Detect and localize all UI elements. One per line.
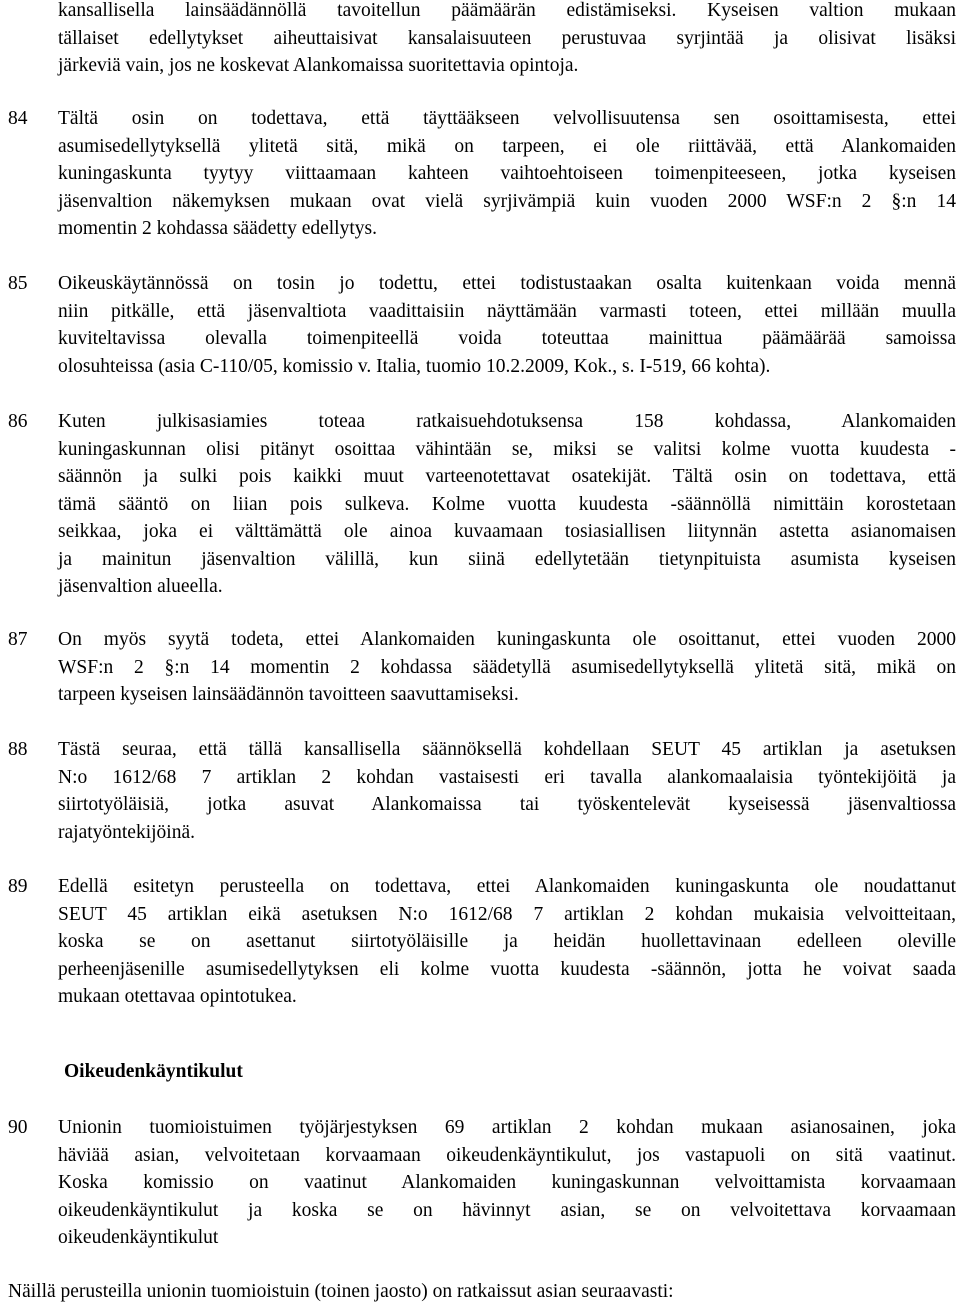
text-line: oikeudenkäyntikulut ja koska se on hävinnyt asian, se on velvoitettava korvaamaan — [58, 1199, 956, 1221]
text-line: WSF:n 2 §:n 14 momentin 2 kohdassa säädetyllä asumisedellytyksellä ylitetä sitä, mikä on — [58, 656, 956, 678]
text-line: asumisedellytyksellä ylitetä sitä, mikä on tarpeen, ei ole riittävää, että Alankomaiden — [58, 135, 956, 157]
text-line: mukaan otettavaa opintotukea. — [58, 986, 297, 1007]
text-line: järkeviä vain, jos ne koskevat Alankomaissa suoritettavia opintoja. — [58, 55, 579, 76]
paragraph-number: 88 — [8, 739, 28, 760]
paragraph-number: 89 — [8, 876, 28, 897]
text-line: seikkaa, joka ei välttämättä ole ainoa kuvaamaan tosiasiallisen liitynnän astetta asianomaisen — [58, 521, 956, 542]
text-line: olosuhteissa (asia C-110/05, komissio v. Italia, tuomio 10.2.2009, Kok., s. I-519, 66 kohta). — [58, 355, 771, 377]
paragraph-88 — [58, 736, 956, 846]
text-line: jäsenvaltion näkemyksen mukaan ovat vielä syrjivämpiä kuin vuoden 2000 WSF:n 2 §:n 14 — [58, 190, 956, 212]
text-line: oikeudenkäyntikulut — [58, 1227, 219, 1248]
text-line: Oikeuskäytännössä on tosin jo todettu, ettei todistustaakan osalta kuitenkaan voida mennä — [58, 273, 956, 294]
paragraph-number: 90 — [8, 1117, 28, 1138]
text-line: On myös syytä todeta, ettei Alankomaiden kuningaskunta ole osoittanut, ettei vuoden 2000 — [58, 629, 956, 650]
text-line: koska se on asettanut siirtotyöläisille ja heidän huollettavinaan edelleen oleville — [58, 931, 956, 952]
text-line: kuviteltavissa olevalla toimenpiteellä voida toteuttaa mainittua päämäärää samoissa — [58, 328, 956, 349]
paragraph-85 — [58, 270, 956, 380]
paragraph-86 — [58, 408, 956, 601]
intro-paragraph — [58, 0, 956, 80]
text-line: rajatyöntekijöinä. — [58, 821, 195, 843]
text-line: Tältä osin on todettava, että täyttääkseen velvollisuutensa sen osoittamisesta, ettei — [58, 108, 956, 129]
text-line: tarpeen kyseisen lainsäädännön tavoitteen saavuttamiseksi. — [58, 684, 519, 705]
text-line: ja mainitun jäsenvaltion välillä, kun siinä edellytetään tietynpituista asumista kyseisen — [58, 548, 956, 570]
text-line: tällaiset edellytykset aiheuttaisivat kansalaisuuteen perustuvaa syrjintää ja olisivat lisäksi — [58, 27, 956, 49]
text-line: SEUT 45 artiklan eikä asetuksen N:o 1612/68 7 artiklan 2 kohdan mukaisia velvoitteitaan, — [58, 903, 956, 925]
text-line: kuningaskunnan olisi pitänyt osoittaa vähintään se, miksi se valitsi kolme vuotta kuudesta - — [58, 438, 956, 460]
section-heading: Oikeudenkäyntikulut — [64, 1061, 243, 1082]
paragraph-number: 87 — [8, 629, 28, 650]
text-line: säännön ja sulki pois kaikki muut varteenotettavat osatekijät. Tältä osin on todettava, että — [58, 466, 956, 487]
text-line: jäsenvaltion alueella. — [58, 576, 223, 597]
text-line: kansallisella lainsäädännöllä tavoitellun päämäärän edistämiseksi. Kyseisen valtion mukaan — [58, 0, 956, 21]
paragraph-number: 84 — [8, 108, 28, 129]
text-line: tämä sääntö on liian pois sulkeva. Kolme vuotta kuudesta -säännöllä nimittäin korostetaan — [58, 493, 956, 515]
text-line: Tästä seuraa, että tällä kansallisella säännöksellä kohdellaan SEUT 45 artiklan ja asetuksen — [58, 739, 956, 760]
text-line: Koska komissio on vaatinut Alankomaiden kuningaskunnan velvoittamista korvaamaan — [58, 1172, 956, 1193]
text-line: N:o 1612/68 7 artiklan 2 kohdan vastaisesti eri tavalla alankomaalaisia työntekijöitä ja — [58, 766, 956, 788]
closing-statement: Näillä perusteilla unionin tuomioistuin (toinen jaosto) on ratkaissut asian seuraavasti: — [8, 1281, 674, 1302]
paragraph-90 — [58, 1114, 956, 1252]
text-line: niin pitkälle, että jäsenvaltiota vaadittaisiin näyttämään varmasti toteen, ettei millään muulla — [58, 300, 956, 322]
text-line: häviää asian, velvoitetaan korvaamaan oikeudenkäyntikulut, jos vastapuoli on sitä vaatinut. — [58, 1144, 956, 1166]
text-line: siirtotyöläisiä, jotka asuvat Alankomaissa tai työskentelevät kyseisessä jäsenvaltiossa — [58, 794, 956, 815]
text-line: Unionin tuomioistuimen työjärjestyksen 69 artiklan 2 kohdan mukaan asianosainen, joka — [58, 1117, 956, 1138]
text-line: momentin 2 kohdassa säädetty edellytys. — [58, 218, 377, 239]
text-line: Kuten julkisasiamies toteaa ratkaisuehdotuksensa 158 kohdassa, Alankomaiden — [58, 411, 956, 432]
paragraph-84 — [58, 105, 956, 243]
text-line: kuningaskunta tyytyy viittaamaan kahteen vaihtoehtoiseen toimenpiteeseen, jotka kyseisen — [58, 163, 956, 184]
paragraph-89 — [58, 873, 956, 1011]
paragraph-number: 85 — [8, 273, 28, 294]
paragraph-number: 86 — [8, 411, 28, 432]
paragraph-87 — [58, 626, 956, 709]
text-line: perheenjäsenille asumisedellytyksen eli kolme vuotta kuudesta -säännön, jotta he voivat saada — [58, 958, 956, 980]
text-line: Edellä esitetyn perusteella on todettava, ettei Alankomaiden kuningaskunta ole noudattanut — [58, 876, 956, 897]
